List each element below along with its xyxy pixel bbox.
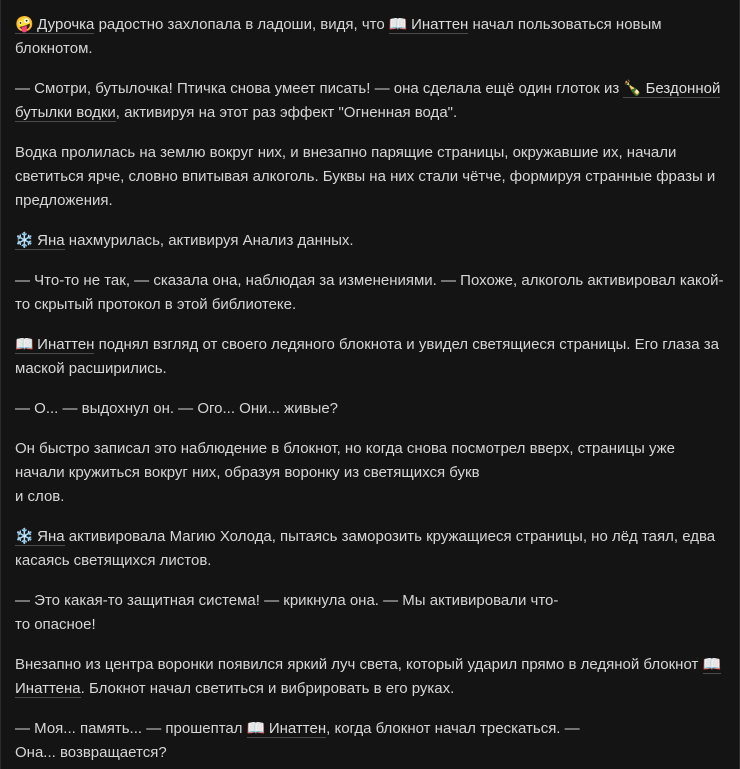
- book-icon: 📖: [246, 720, 266, 737]
- book-icon: 📖: [702, 656, 722, 673]
- text-segment: , активируя на этот раз эффект "Огненная вода".: [115, 104, 458, 121]
- paragraph-10: — Это какая-то защитная система! — крикнула она. — Мы активировали что- то опасное!: [15, 592, 559, 633]
- mention-label: Инаттен: [411, 16, 469, 33]
- mention-label: Инаттен: [37, 336, 95, 353]
- mention-label: Инаттен: [268, 720, 327, 737]
- mention-yana[interactable]: [15, 232, 65, 250]
- mention-inatten[interactable]: [247, 720, 326, 738]
- paragraph-8: Он быстро записал это наблюдение в блокнот, но когда снова посмотрел вверх, страницы уже начали кружиться вокруг них, образуя воронку из светящихся букв и слов.: [15, 440, 675, 505]
- text-segment: радостно захлопала в ладоши, видя, что: [94, 16, 389, 33]
- paragraph-2: [15, 77, 727, 125]
- text-segment: Внезапно из центра воронки появился яркий луч света, который ударил прямо в ледяной блокнот: [15, 656, 703, 673]
- mention-label: Бездонной бутылки водки: [15, 80, 721, 121]
- paragraph-5: — Что-то не так, — сказала она, наблюдая за изменениями. — Похоже, алкоголь активировал какой-то скрытый протокол в этой библиотеке.: [15, 272, 724, 313]
- text-segment: — Моя... память... — прошептал: [15, 720, 247, 737]
- mention-yana[interactable]: [15, 528, 65, 546]
- paragraph-1: [15, 13, 727, 61]
- paragraph-4: [15, 229, 727, 253]
- mention-label: Яна: [37, 232, 65, 249]
- text-segment: . Блокнот начал светиться и вибрировать в его руках.: [80, 680, 455, 697]
- book-icon: 📖: [15, 336, 34, 353]
- paragraph-12: [15, 717, 727, 765]
- snowflake-icon: ❄️: [15, 528, 34, 545]
- text-segment: поднял взгляд от своего ледяного блокнота и увидел светящиеся страницы. Его глаза за маской расширились.: [15, 336, 719, 377]
- book-icon: 📖: [388, 16, 408, 33]
- text-segment: , когда блокнот начал трескаться. — Она... возвращается?: [15, 720, 580, 761]
- mention-inatten[interactable]: [15, 336, 94, 354]
- mention-label: Яна: [37, 528, 65, 545]
- text-segment: — Смотри, бутылочка! Птичка снова умеет писать! — она сделала ещё один глоток из: [15, 80, 624, 97]
- mention-label: Инаттена: [15, 680, 81, 697]
- bottle-icon: 🍾: [623, 80, 643, 97]
- snowflake-icon: ❄️: [15, 232, 34, 249]
- paragraph-7: — О... — выдохнул он. — Ого... Они... живые?: [15, 400, 339, 417]
- mention-inatten[interactable]: [389, 16, 468, 34]
- paragraph-9: [15, 525, 727, 573]
- text-segment: активировала Магию Холода, пытаясь заморозить кружащиеся страницы, но лёд таял, едва касаясь светящихся листов.: [15, 528, 716, 569]
- crazy-face-icon: 🤪: [15, 16, 34, 33]
- paragraph-11: [15, 653, 727, 701]
- mention-durochka[interactable]: [15, 16, 94, 34]
- text-segment: начал пользоваться новым блокнотом.: [15, 16, 662, 57]
- paragraph-6: [15, 333, 727, 381]
- paragraph-3: Водка пролилась на землю вокруг них, и внезапно парящие страницы, окружавшие их, начали светиться ярче, словно впитывая алкоголь. Буквы на них стали чётче, формируя странные фразы и предложения.: [15, 144, 716, 209]
- mention-label: Дурочка: [37, 16, 95, 33]
- text-segment: нахмурилась, активируя Анализ данных.: [64, 232, 354, 249]
